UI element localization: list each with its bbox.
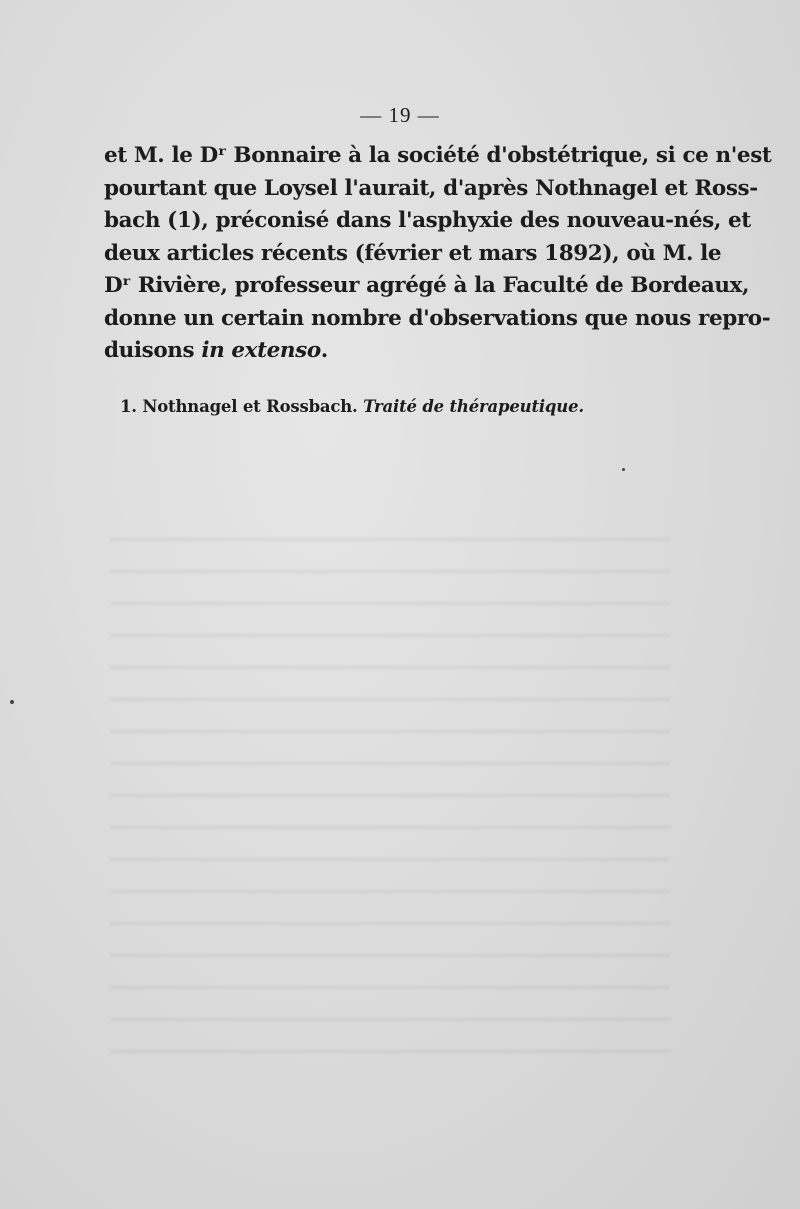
footnote-marker: 1. bbox=[120, 397, 137, 416]
body-paragraph bbox=[104, 140, 772, 368]
text-line: pourtant que Loysel l'aurait, d'après Nothnagel et Ross- bbox=[104, 175, 758, 201]
footnote-text: Nothnagel et Rossbach. bbox=[142, 397, 358, 416]
ink-speck bbox=[10, 700, 14, 704]
italic-phrase: in extenso bbox=[201, 338, 321, 363]
text-line: et M. le Dʳ Bonnaire à la société d'obstétrique, si ce n'est bbox=[104, 143, 772, 168]
ink-speck bbox=[622, 468, 625, 471]
page-number: — 19 — bbox=[360, 103, 440, 127]
text-line: Dʳ Rivière, professeur agrégé à la Faculté de Bordeaux, bbox=[104, 273, 750, 298]
text-line: duisons in extenso. bbox=[104, 338, 328, 363]
bleed-through-text bbox=[110, 520, 670, 1080]
text-line: deux articles récents (février et mars 1892), où M. le bbox=[104, 240, 722, 266]
text-line: bach (1), préconisé dans l'asphyxie des nouveau-nés, et bbox=[104, 208, 751, 233]
footnote bbox=[120, 397, 584, 416]
footnote-title: Traité de thérapeutique. bbox=[363, 397, 584, 416]
text-line: donne un certain nombre d'observations que nous repro- bbox=[104, 305, 771, 331]
